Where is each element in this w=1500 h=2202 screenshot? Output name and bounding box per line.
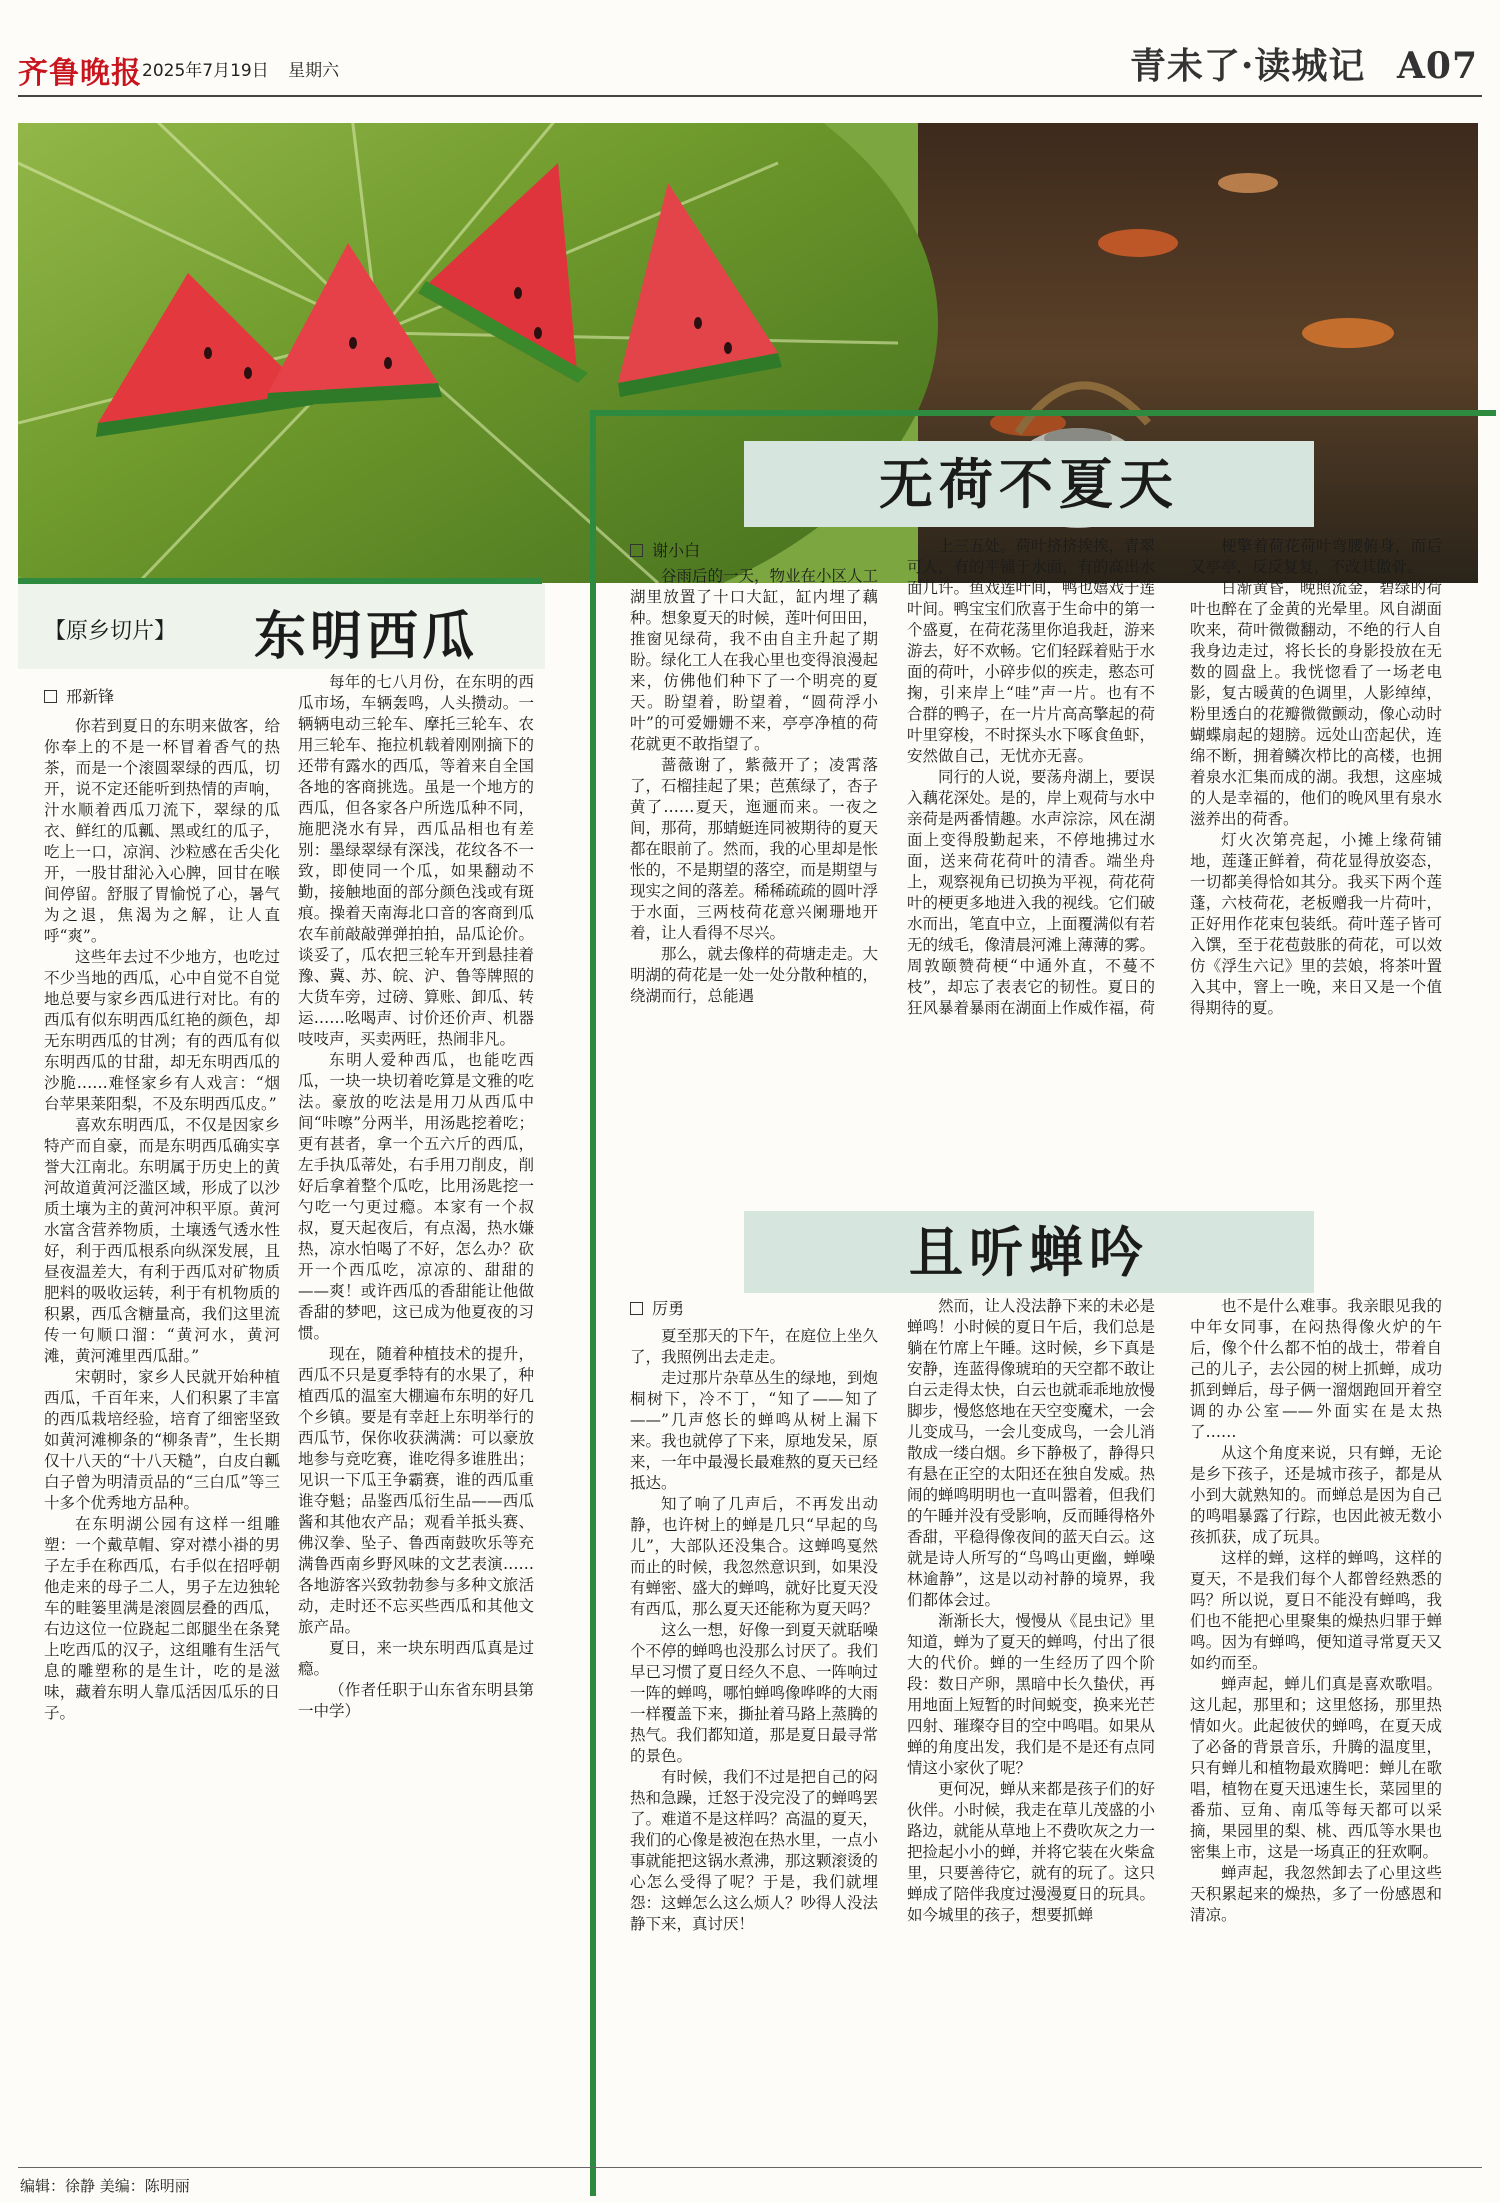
author-name: 邢新锋 bbox=[66, 687, 115, 706]
editor-credits: 编辑：徐静 美编：陈明丽 bbox=[20, 2177, 190, 2195]
paragraph: 从这个角度来说，只有蝉，无论是乡下孩子，还是城市孩子，都是从小到大就熟知的。而蝉总是因为自己的鸣唱暴露了行踪，也因此被无数小孩抓获，成了玩具。 bbox=[1190, 1444, 1442, 1546]
paragraph: 这些年去过不少地方，也吃过不少当地的西瓜，心中自觉不自觉地总要与家乡西瓜进行对比。有的西瓜有似东明西瓜红艳的颜色，却无东明西瓜的甘冽；有的西瓜有似东明西瓜的甘甜，却无东明西瓜的沙脆……难怪家乡有人戏言：“烟台苹果莱阳梨，不及东明西瓜皮。” bbox=[44, 948, 280, 1113]
date-text: 2025年7月19日 bbox=[142, 61, 269, 81]
article-title-lotus: 无荷不夏天 bbox=[744, 441, 1314, 527]
paragraph: 日渐黄昏，晚照流金，碧绿的荷叶也醉在了金黄的光晕里。风自湖面吹来，荷叶微微翻动，不绝的行人自我身边走过，将长长的身影投放在无数的圆盘上。我恍惚看了一场老电影，复古暖黄的色调里，人影绰绰，粉里透白的花瓣微微颤动，像心动时蝴蝶扇起的翅膀。远处山峦起伏，连绵不断，拥着鳞次栉比的高楼，也拥着泉水汇集而成的湖。我想，这座城的人是幸福的，他们的晚风里有泉水滋养出的荷香。 bbox=[1190, 579, 1442, 828]
paragraph: 有时候，我们不过是把自己的闷热和急躁，迁怒于没完没了的蝉鸣罢了。难道不是这样吗？高温的夏天，我们的心像是被泡在热水里，一点小事就能把这锅水煮沸，那这颗滚烫的心怎么受得了呢？于是，我们就埋怨：这蝉怎么这么烦人？吵得人没法静下来，真讨厌！ bbox=[630, 1768, 878, 1933]
paragraph: 夏日，来一块东明西瓜真是过瘾。 bbox=[298, 1639, 534, 1678]
page-number: A07 bbox=[1396, 45, 1478, 87]
article-top-col3 bbox=[1190, 536, 1442, 1178]
footer-rule bbox=[18, 2167, 1482, 2168]
paragraph: 现在，随着种植技术的提升，西瓜不只是夏季特有的水果了，种植西瓜的温室大棚遍布东明的好几个乡镇。要是有幸赶上东明举行的西瓜节，保你收获满满：可以豪放地参与竞吃赛，谁吃得多谁胜出；见识一下瓜王争霸赛，谁的西瓜重谁夺魁；品鉴西瓜衍生品——西瓜酱和其他农产品；观看羊抵头赛、佛汉拳、坠子、鲁西南鼓吹乐等充满鲁西南乡野风味的文艺表演……各地游客兴致勃勃参与多种文旅活动，走时还不忘买些西瓜和其他文旅产品。 bbox=[298, 1345, 534, 1636]
article-top-col1 bbox=[630, 566, 878, 1178]
paragraph: 然而，让人没法静下来的未必是蝉鸣！小时候的夏日午后，我们总是躺在竹席上午睡。这时候，乡下真是安静，连蓝得像琥珀的天空都不敢让白云走得太快，白云也就乖乖地放慢脚步，慢悠悠地在天空变魔术，一会儿变成马，一会儿变成鸟，一会儿消散成一缕白烟。乡下静极了，静得只有悬在正空的太阳还在独自发威。热闹的蝉鸣明明也一直叫嚣着，但我们的午睡并没有受影响，反而睡得格外香甜，平稳得像夜间的蓝天白云。这就是诗人所写的“鸟鸣山更幽，蝉噪林逾静”，这是以动衬静的境界，我们都体会过。 bbox=[907, 1297, 1155, 1609]
issue-date bbox=[142, 56, 339, 81]
paragraph: 每年的七八月份，在东明的西瓜市场，车辆轰鸣，人头攒动。一辆辆电动三轮车、摩托三轮车、农用三轮车、拖拉机载着刚刚摘下的还带有露水的西瓜，等着来自全国各地的客商挑选。虽是一个地方的西瓜，但各家各户所选瓜种不同，施肥浇水有异，西瓜品相也有差别：墨绿翠绿有深浅，花纹各不一致，即使同一个瓜，如果翻动不勤，接触地面的部分颜色浅或有斑痕。操着天南海北口音的客商到瓜农车前敲敲弹弹拍拍，品瓜论价。谈妥了，瓜农把三轮车开到悬挂着豫、冀、苏、皖、沪、鲁等牌照的大货车旁，过磅、算账、卸瓜、转运……吆喝声、讨价还价声、机器吱吱声，买卖两旺，热闹非凡。 bbox=[298, 673, 534, 1048]
paragraph: 灯火次第亮起，小摊上缘荷铺地，莲蓬正鲜着，荷花显得放姿态，一切都美得恰如其分。我买下两个莲蓬，六枝荷花，老板赠我一片荷叶，正好用作花束包装纸。荷叶莲子皆可入馔，至于花苞鼓胀的荷花，可以效仿《浮生六记》里的芸娘，将茶叶置入其中，窨上一晚，来日又是一个值得期待的夏。 bbox=[1190, 831, 1442, 1017]
article-bottom-col2 bbox=[907, 1296, 1155, 2152]
paragraph: 夏至那天的下午，在庭位上坐久了，我照例出去走走。 bbox=[630, 1327, 878, 1366]
header-rule bbox=[18, 95, 1482, 97]
left-title-rule bbox=[18, 578, 542, 594]
author-name: 谢小白 bbox=[652, 541, 701, 560]
weekday-text: 星期六 bbox=[288, 61, 340, 81]
paragraph: 谷雨后的一天，物业在小区人工湖里放置了十口大缸，缸内埋了藕种。想象夏天的时候，莲叶何田田，推窗见绿荷，我不由自主升起了期盼。绿化工人在我心里也变得浪漫起来，仿佛他们种下了一个明亮的夏天。盼望着，盼望着，“圆荷浮小叶”的可爱姗姗不来，亭亭净植的荷花就更不敢指望了。 bbox=[630, 567, 878, 753]
article-title-cicada: 且听蝉吟 bbox=[744, 1211, 1314, 1293]
paragraph: 蝉声起，我忽然卸去了心里这些天积累起来的燥热，多了一份感恩和清凉。 bbox=[1190, 1864, 1442, 1924]
column-kicker: 【原乡切片】 bbox=[44, 619, 177, 644]
article-left-col2 bbox=[298, 672, 534, 2152]
paragraph: 知了响了几声后，不再发出动静，也许树上的蝉是几只“早起的鸟儿”，大部队还没集合。这蝉鸣戛然而止的时候，我忽然意识到，如果没有蝉密、盛大的蝉鸣，就好比夏天没有西瓜，那么夏天还能称为夏天吗？ bbox=[630, 1495, 878, 1618]
byline-left bbox=[44, 684, 114, 707]
paragraph: 蝉声起，蝉儿们真是喜欢歌唱。这儿起，那里和；这里悠扬，那里热情如火。此起彼伏的蝉鸣，在夏天成了必备的背景音乐，升腾的温度里，只有蝉儿和植物最欢腾吧：蝉儿在歌唱，植物在夏天迅速生长，菜园里的番茄、豆角、南瓜等每天都可以采摘，果园里的梨、桃、西瓜等水果也密集上市，这是一场真正的狂欢啊。 bbox=[1190, 1675, 1442, 1861]
article-bottom-col3 bbox=[1190, 1296, 1442, 2152]
article-title-dongming-watermelon: 东明西瓜 bbox=[254, 606, 479, 667]
paragraph: 这样的蝉，这样的蝉鸣，这样的夏天，不是我们每个人都曾经熟悉的吗？所以说，夏日不能没有蝉鸣，我们也不能把心里聚集的燥热归罪于蝉鸣。因为有蝉鸣，便知道寻常夏天又如约而至。 bbox=[1190, 1549, 1442, 1672]
paragraph: 渐渐长大，慢慢从《昆虫记》里知道，蝉为了夏天的蝉鸣，付出了很大的代价。蝉的一生经历了四个阶段：数日产卵，黑暗中长久蛰伏，再用地面上短暂的时间蜕变，换来光芒四射、璀璨夺目的空中鸣唱。如果从蝉的角度出发，我们是不是还有点同情这小家伙了呢？ bbox=[907, 1612, 1155, 1777]
article-top-col2 bbox=[907, 536, 1155, 1178]
paragraph: 喜欢东明西瓜，不仅是因家乡特产而自豪，而是东明西瓜确实享誉大江南北。东明属于历史上的黄河故道黄河泛滥区域，形成了以沙质土壤为主的黄河冲积平原。黄河水富含营养物质，土壤透气透水性好，利于西瓜根系向纵深发展，且昼夜温差大，有利于西瓜对矿物质肥料的吸收运转，利于有机物质的积累，西瓜含糖量高，我们这里流传一句顺口溜：“黄河水，黄河滩，黄河滩里西瓜甜。” bbox=[44, 1116, 280, 1365]
article-bottom-col1 bbox=[630, 1326, 878, 2152]
paragraph: 梗擎着荷花荷叶弯腰俯身，而后又亭亭，反反复复，不改其傲骨。 bbox=[1190, 537, 1442, 576]
paragraph: （作者任职于山东省东明县第一中学） bbox=[298, 1681, 534, 1720]
byline-top bbox=[630, 538, 700, 561]
paragraph: 走过那片杂草丛生的绿地，到炮桐树下，冷不丁，“知了——知了——”几声悠长的蝉鸣从树上漏下来。我也就停了下来，原地发呆，原来，一年中最漫长最难熬的夏天已经抵达。 bbox=[630, 1369, 878, 1492]
paragraph: 东明人爱种西瓜，也能吃西瓜，一块一块切着吃算是文雅的吃法。豪放的吃法是用刀从西瓜中间“咔嚓”分两半，用汤匙挖着吃；更有甚者，拿一个五六斤的西瓜，左手执瓜蒂处，右手用刀削皮，削好后拿着整个瓜吃，比用汤匙挖一勺吃一勺更过瘾。本家有一个叔叔，夏天起夜后，有点渴，热水嫌热，凉水怕喝了不好，怎么办？砍开一个西瓜吃，凉凉的、甜甜的——爽！或许西瓜的香甜能让他做香甜的梦吧，这已成为他夏夜的习惯。 bbox=[298, 1051, 534, 1342]
newspaper-masthead: 齐鲁晚报 bbox=[18, 56, 142, 91]
paragraph: 你若到夏日的东明来做客，给你奉上的不是一杯冒着香气的热茶，而是一个滚圆翠绿的西瓜，切开，说不定还能听到热情的声响，汁水顺着西瓜刀流下，翠绿的瓜衣、鲜红的瓜瓤、黑或红的瓜子，吃上一口，凉润、沙粒感在舌尖化开，一股甘甜沁入心脾，回甘在喉间停留。舒服了胃愉悦了心，暑气为之退，焦渴为之解，让人直呼“爽”。 bbox=[44, 717, 280, 945]
paragraph: 那么，就去像样的荷塘走走。大明湖的荷花是一处一处分散种植的，绕湖而行，总能遇 bbox=[630, 945, 878, 1005]
paragraph: 这么一想，好像一到夏天就聒噪个不停的蝉鸣也没那么讨厌了。我们早已习惯了夏日经久不息、一阵响过一阵的蝉鸣，哪怕蝉鸣像哗哗的大雨一样覆盖下来，撕扯着马路上蒸腾的热气。我们都知道，那是夏日最寻常的景色。 bbox=[630, 1621, 878, 1765]
author-name: 厉勇 bbox=[652, 1299, 685, 1318]
paragraph: 更何况，蝉从来都是孩子们的好伙伴。小时候，我走在草儿茂盛的小路边，就能从草地上不费吹灰之力一把捡起小小的蝉，并将它装在火柴盒里，只要善待它，就有的玩了。这只蝉成了陪伴我度过漫漫夏日的玩具。如今城里的孩子，想要抓蝉 bbox=[907, 1780, 1155, 1924]
paragraph: 在东明湖公园有这样一组雕塑：一个戴草帽、穿对襟小褂的男子左手在称西瓜，右手似在招呼朝他走来的母子二人，男子左边独轮车的畦篓里满是滚圆层叠的西瓜，右边这位一位跷起二郎腿坐在条凳上吃西瓜的汉子，这组雕有生活气息的雕塑称的是生计，吃的是滋味，藏着东明人靠瓜活因瓜乐的日子。 bbox=[44, 1515, 280, 1722]
paragraph: 同行的人说，要荡舟湖上，要误入藕花深处。是的，岸上观荷与水中亲荷是两番情趣。水声淙淙，风在湖面上变得殷勤起来，不停地拂过水面，送来荷花荷叶的清香。端坐舟上，观察视角已切换为平视，荷花荷叶的梗更多地进入我的视线。它们破水而出，笔直中立，上面覆满似有若无的绒毛，像清晨河滩上薄薄的雾。周敦颐赞荷梗“中通外直，不蔓不枝”，却忘了表表它的韧性。夏日的狂风暴着暴雨在湖面上作威作福，荷 bbox=[907, 768, 1155, 1017]
paragraph: 宋朝时，家乡人民就开始种植西瓜，千百年来，人们积累了丰富的西瓜栽培经验，培育了细密坚致如黄河滩柳条的“柳条青”，生长期仅十八天的“十八天糙”，白皮白瓤白子曾为明清贡品的“三白瓜”等三十多个优秀地方品种。 bbox=[44, 1368, 280, 1512]
byline-bottom bbox=[630, 1296, 684, 1319]
section-header bbox=[1130, 38, 1478, 89]
paragraph: 也不是什么难事。我亲眼见我的中年女同事，在闷热得像火炉的午后，像个什么都不怕的战士，带着自己的儿子，去公园的树上抓蝉，成功抓到蝉后，母子俩一溜烟跑回开着空调的办公室——外面实在是太热了…… bbox=[1190, 1297, 1442, 1441]
paragraph: 蔷薇谢了，紫薇开了；凌霄落了，石榴挂起了果；芭蕉绿了，杏子黄了……夏天，迤逦而来。一夜之间，那荷，那蜻蜓连同被期待的夏天都在眼前了。然而，我的心里却是怅怅的，不是期望的落空，而是期望与现实之间的落差。稀稀疏疏的圆叶浮于水面，三两枝荷花意兴阑珊地开着，让人看得不尽兴。 bbox=[630, 756, 878, 942]
article-left-col1 bbox=[44, 716, 280, 2152]
section-title: 青未了·读城记 bbox=[1129, 45, 1366, 87]
paragraph: 上三五处。荷叶挤挤挨挨，青翠可人，有的平铺于水面，有的高出水面几许。鱼戏莲叶间，鸭也嬉戏于莲叶间。鸭宝宝们欣喜于生命中的第一个盛夏，在荷花荡里你追我赶，游来游去，好不欢畅。它们轻踩着贴于水面的荷叶，小碎步似的疾走，憨态可掬，引来岸上“哇”声一片。也有不合群的鸭子，在一片片高高擎起的荷叶里穿梭，不时探头水下啄食鱼虾，安然做自己，无忧亦无喜。 bbox=[907, 537, 1155, 765]
